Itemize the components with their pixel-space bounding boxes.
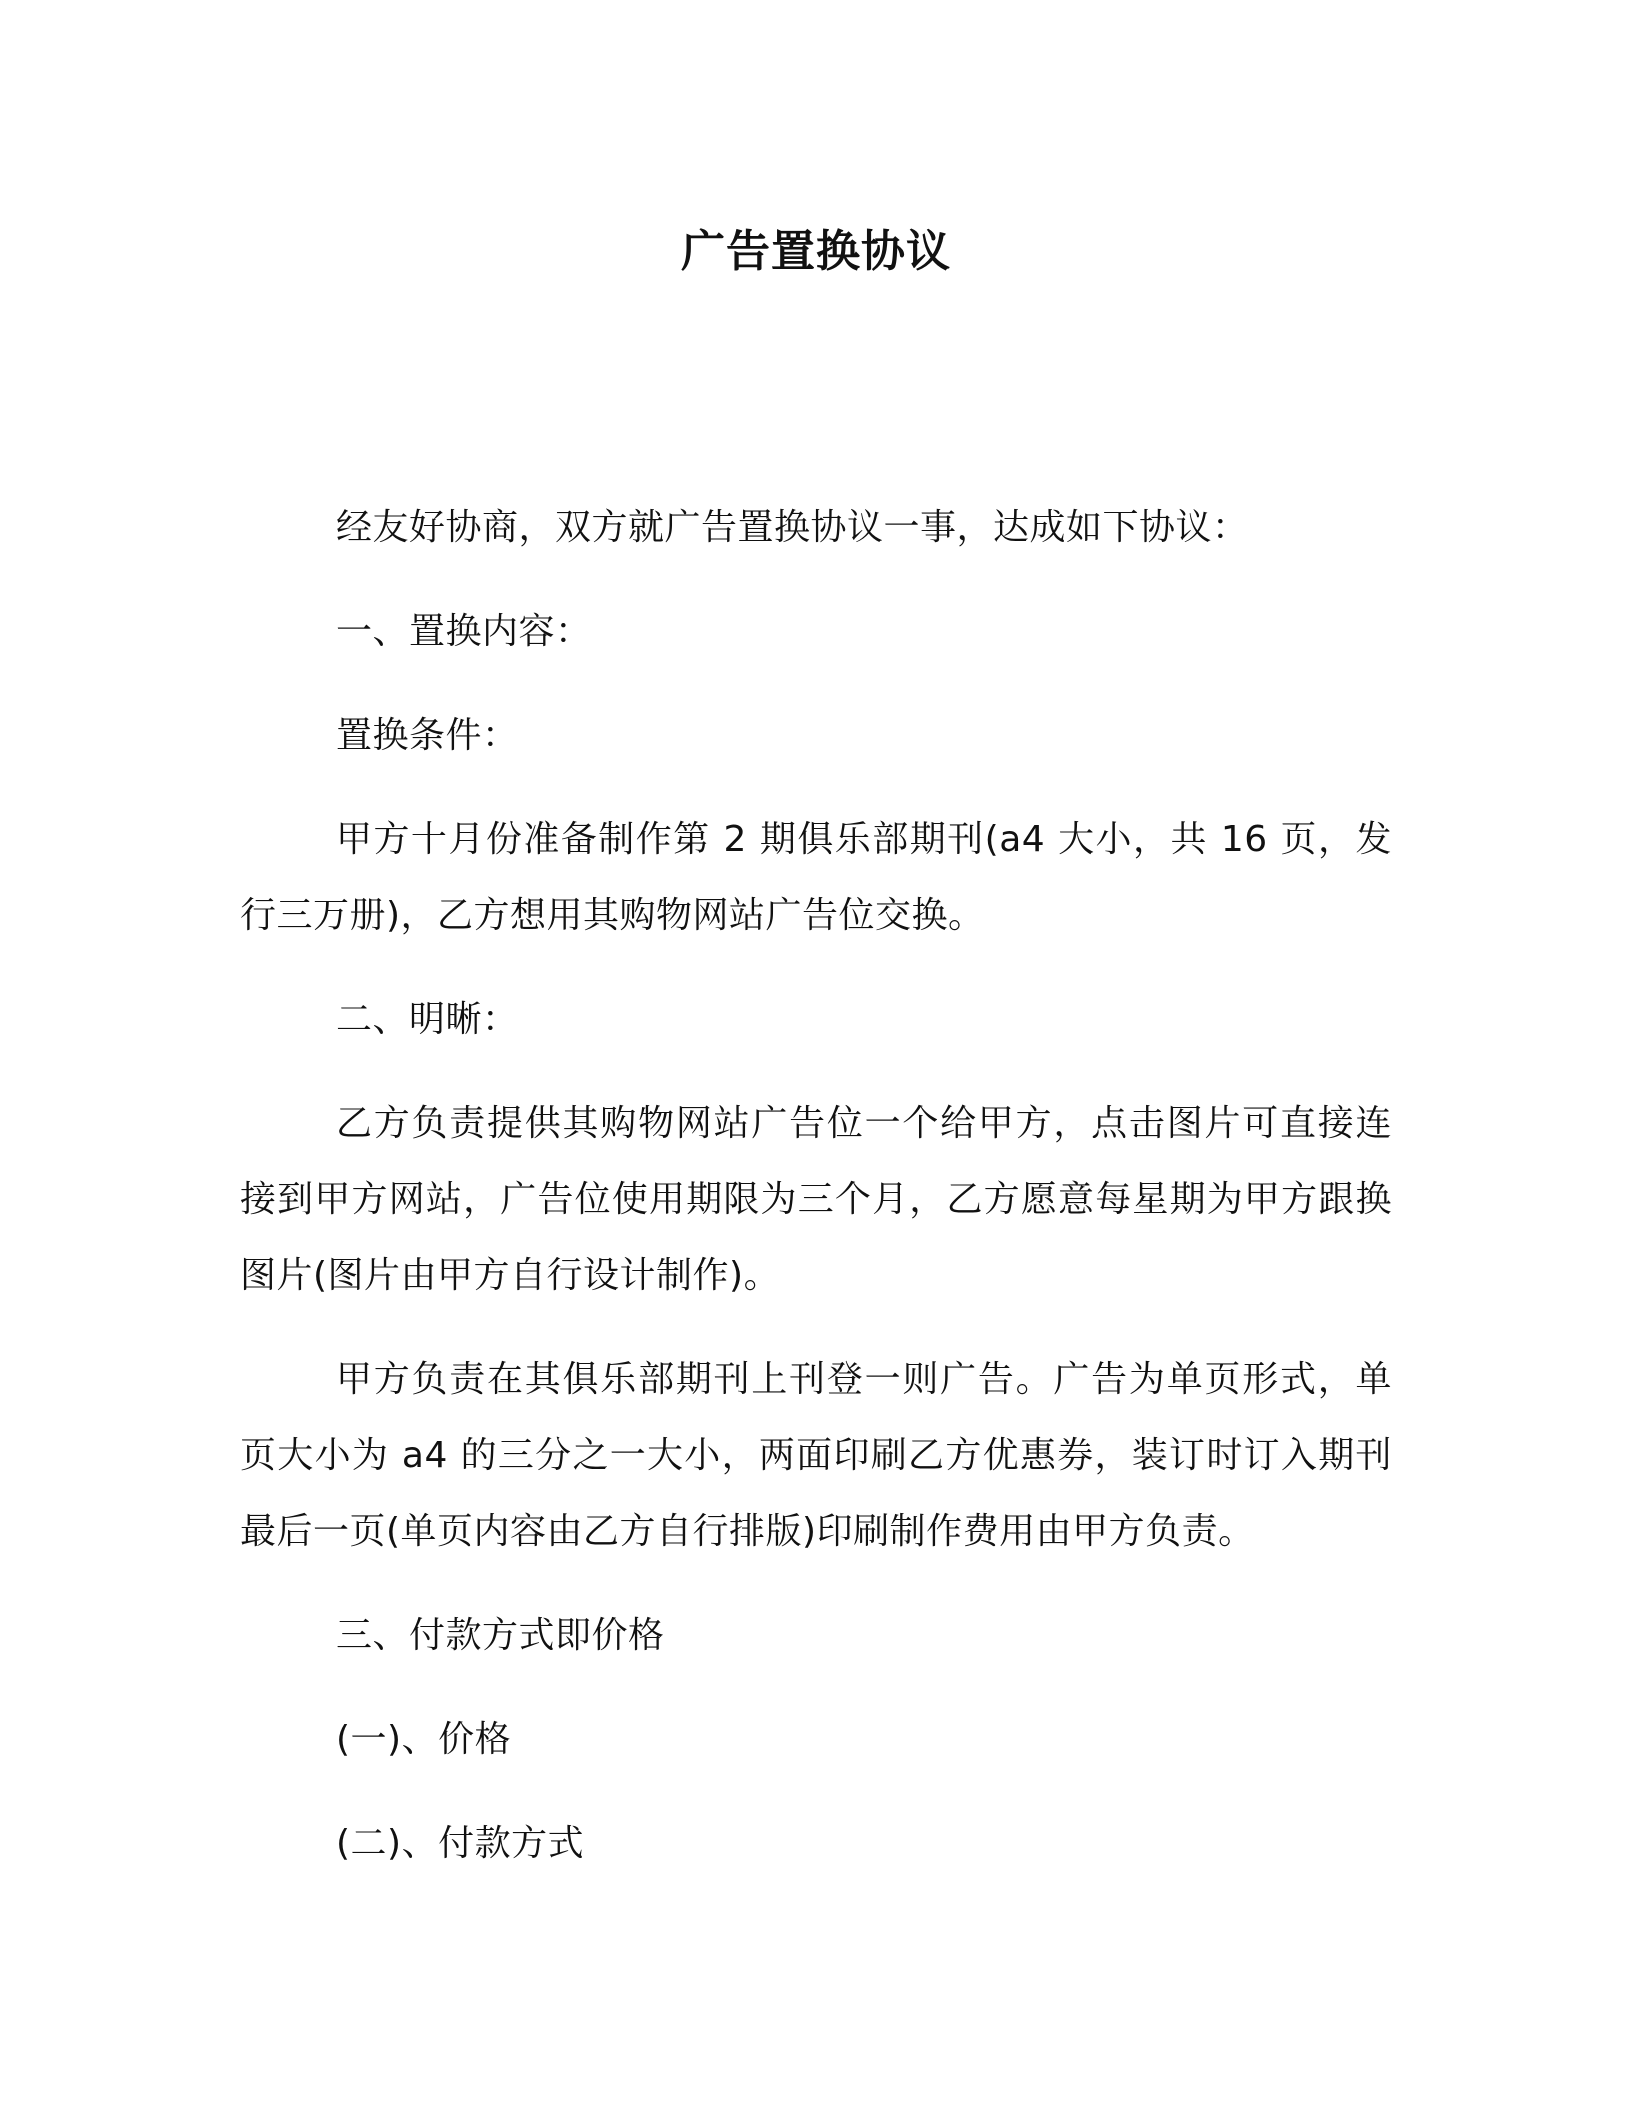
paragraph-party-a: 甲方负责在其俱乐部期刊上刊登一则广告。广告为单页形式，单页大小为 a4 的三分之一大小，两面印刷乙方优惠券，装订时订入期刊最后一页(单页内容由乙方自行排版)印刷制作费用由甲方负责。 <box>240 1359 1392 1552</box>
document-body <box>240 490 1392 1882</box>
paragraph-party-b: 乙方负责提供其购物网站广告位一个给甲方，点击图片可直接连接到甲方网站，广告位使用期限为三个月，乙方愿意每星期为甲方跟换图片(图片由甲方自行设计制作)。 <box>240 1103 1392 1296</box>
section-heading-2: 二、明晰： <box>336 999 519 1040</box>
subheading-price: (一)、价格 <box>336 1719 512 1760</box>
document-title: 广告置换协议 <box>681 226 951 277</box>
subheading-conditions: 置换条件： <box>336 715 519 756</box>
subheading-payment: (二)、付款方式 <box>336 1823 585 1864</box>
section-heading-1: 一、置换内容： <box>336 611 592 652</box>
intro-paragraph: 经友好协商，双方就广告置换协议一事，达成如下协议： <box>336 507 1249 548</box>
paragraph-conditions: 甲方十月份准备制作第 2 期俱乐部期刊(a4 大小，共 16 页，发行三万册)，乙方想用其购物网站广告位交换。 <box>240 819 1392 936</box>
section-heading-3: 三、付款方式即价格 <box>336 1615 665 1656</box>
